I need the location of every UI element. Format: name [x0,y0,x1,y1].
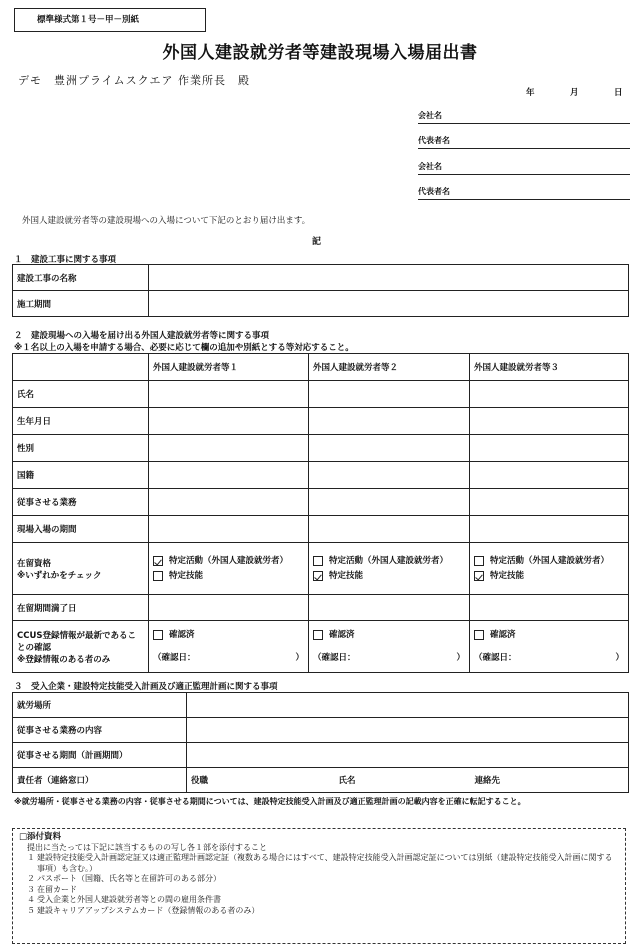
company-name-field-1[interactable] [418,110,630,124]
row-label-ccus [13,621,149,673]
ccus-date-close: ） [295,653,304,663]
representative-field-1[interactable] [418,135,630,149]
worker3-ccus-confirmed[interactable] [474,630,624,641]
option-label: 特定活動（外国人建設就労者） [490,555,610,566]
attachment-item [19,906,619,917]
worker2-ccus-confirmed[interactable] [313,630,465,641]
checkbox-icon[interactable] [313,556,323,566]
worker1-ccus-cell [149,621,309,673]
worker2-option-specified-skill[interactable] [313,571,465,582]
attachment-item [19,885,619,896]
checkbox-icon[interactable] [313,630,323,640]
option-label: 特定活動（外国人建設就労者） [329,555,449,566]
option-label: 確認済 [329,630,355,640]
duty-period-label: 従事させる期間（計画期間） [13,743,187,768]
attachments-heading: □添付資料 [19,832,62,842]
attachments-lead: 提出に当たっては下記に該当するものの写し各１部を添付すること [19,842,267,852]
option-label: 特定技能 [329,570,364,581]
row-label-status [13,543,149,595]
responsible-position[interactable] [187,768,335,793]
name-label: 氏名 [338,776,356,786]
ccus-date-close: ） [456,653,465,663]
responsible-label: 責任者（連絡窓口） [13,768,187,793]
row-label-expiry: 在留期間満了日 [13,595,149,621]
work-place-label: 就労場所 [13,693,187,718]
attachment-num: ３ [27,884,35,894]
construction-name-label: 建設工事の名称 [13,265,149,291]
attachment-text: 建設キャリアアップシステムカード（登録情報のある者のみ） [37,905,260,915]
ccus-date-label: （確認日： [313,653,356,663]
row-label-entry-period: 現場入場の期間 [13,516,149,543]
ccus-date-close: ） [615,653,624,663]
attachment-text: 在留カード [37,884,77,894]
worker3-ccus-cell [470,621,629,673]
worker2-birthdate[interactable] [309,408,470,435]
section3-table [12,692,629,793]
representative-label: 代表者名 [418,187,450,196]
attachment-num: ２ [27,874,35,883]
representative-label: 代表者名 [418,136,450,145]
ccus-hint: ※登録情報のある者のみ [17,654,111,665]
company-name-label: 会社名 [418,111,442,120]
form-number-box: 標準様式第１号－甲－別紙 [14,8,206,32]
row-label-birthdate: 生年月日 [13,408,149,435]
worker2-entry-period[interactable] [309,516,470,543]
attachment-text: 建設特定技能受入計画認定証又は適正監理計画認定証（複数ある場合にはすべて、建設特定技能受入計画認定証については別紙（建設特定技能受入計画に関する事項）も含む。） [37,853,613,873]
option-label: 特定技能 [490,570,525,581]
worker3-birthdate[interactable] [470,408,629,435]
worker1-birthdate[interactable] [149,408,309,435]
row-label-gender: 性別 [13,435,149,462]
ccus-date-label: （確認日： [474,653,517,663]
worker3-duty[interactable] [470,489,629,516]
worker3-name[interactable] [470,381,629,408]
duty-content-input[interactable] [187,718,629,743]
worker1-option-specified-skill[interactable] [153,571,304,582]
worker1-header: 外国人建設就労者等１ [149,354,309,381]
option-label: 特定活動（外国人建設就労者） [169,555,289,566]
date-month: 月 [570,88,579,98]
date-day: 日 [614,88,623,98]
work-place-input[interactable] [187,693,629,718]
option-label: 確認済 [169,630,195,640]
ccus-label: CCUS登録情報が最新であることの確認 [17,630,137,653]
checkbox-icon[interactable] [474,630,484,640]
attachment-num: ５ [27,905,35,915]
worker3-expiry[interactable] [470,595,629,621]
worker2-duty[interactable] [309,489,470,516]
attachment-item [19,895,619,906]
status-hint: ※いずれかをチェック [17,570,102,581]
addressee: デモ 豊洲プライムスクエア 作業所長 殿 [18,74,250,87]
contact-label: 連絡先 [474,776,501,786]
worker1-status-cell [149,543,309,595]
worker1-entry-period[interactable] [149,516,309,543]
worker1-expiry[interactable] [149,595,309,621]
representative-field-2[interactable] [418,186,630,200]
worker2-gender[interactable] [309,435,470,462]
section1-heading: １ 建設工事に関する事項 [14,255,117,265]
section2-note: ※１名以上の入場を申請する場合、必要に応じて欄の追加や別紙とする等対応すること。 [14,343,354,353]
checkbox-checked-icon[interactable] [153,556,163,566]
checkbox-checked-icon[interactable] [313,571,323,581]
section2-heading: ２ 建設現場への入場を届け出る外国人建設就労者等に関する事項 [14,331,270,341]
intro-text: 外国人建設就労者等の建設現場への入場について下記のとおり届け出ます。 [22,216,311,226]
attachment-item [19,853,619,874]
worker2-expiry[interactable] [309,595,470,621]
checkbox-icon[interactable] [474,556,484,566]
worker1-option-specified-activity[interactable] [153,556,304,567]
worker3-gender[interactable] [470,435,629,462]
date-year: 年 [526,88,535,98]
section1-table [12,264,629,317]
worker1-duty[interactable] [149,489,309,516]
header-blank [13,354,149,381]
attachment-text: 受入企業と外国人建設就労者等との間の雇用条件書 [37,895,221,904]
status-label: 在留資格 [17,558,52,569]
row-label-nationality: 国籍 [13,462,149,489]
worker3-option-specified-skill[interactable] [474,571,624,582]
worker2-status-cell [309,543,470,595]
attachment-num: １ [27,853,35,862]
option-label: 特定技能 [169,570,204,581]
construction-period-label: 施工期間 [13,291,149,317]
worker3-header: 外国人建設就労者等３ [470,354,629,381]
worker1-name[interactable] [149,381,309,408]
construction-period-input[interactable] [149,291,629,317]
option-label: 確認済 [490,630,516,640]
worker1-nationality[interactable] [149,462,309,489]
responsible-name[interactable] [335,768,471,793]
attachment-item [19,874,619,885]
construction-name-input[interactable] [149,265,629,291]
worker3-nationality[interactable] [470,462,629,489]
worker3-entry-period[interactable] [470,516,629,543]
worker1-gender[interactable] [149,435,309,462]
worker2-nationality[interactable] [309,462,470,489]
worker1-ccus-confirmed[interactable] [153,630,304,641]
row-label-duty: 従事させる業務 [13,489,149,516]
page-title: 外国人建設就労者等建設現場入場届出書 [162,43,478,63]
worker2-name[interactable] [309,381,470,408]
worker3-status-cell [470,543,629,595]
position-label: 役職 [191,776,209,786]
attachment-num: ４ [27,895,35,904]
company-name-field-2[interactable] [418,161,630,175]
worker3-option-specified-activity[interactable] [474,556,624,567]
checkbox-icon[interactable] [153,571,163,581]
section3-heading: ３ 受入企業・建設特定技能受入計画及び適正監理計画に関する事項 [14,682,278,692]
duty-period-input[interactable] [187,743,629,768]
worker2-header: 外国人建設就労者等２ [309,354,470,381]
company-name-label: 会社名 [418,162,442,171]
checkbox-checked-icon[interactable] [474,571,484,581]
responsible-contact[interactable] [471,768,629,793]
worker2-option-specified-activity[interactable] [313,556,465,567]
worker2-ccus-cell [309,621,470,673]
section2-table [12,353,629,673]
section3-note: ※就労場所・従事させる業務の内容・従事させる期間については、建設特定技能受入計画及び適正監理計画の記載内容を正確に転記すること。 [14,797,526,806]
ki-heading: 記 [312,237,322,247]
duty-content-label: 従事させる業務の内容 [13,718,187,743]
attachment-text: パスポート（国籍、氏名等と在留許可のある部分） [37,874,221,883]
row-label-name: 氏名 [13,381,149,408]
ccus-date-label: （確認日： [153,653,196,663]
checkbox-icon[interactable] [153,630,163,640]
attachments-box [12,828,626,944]
